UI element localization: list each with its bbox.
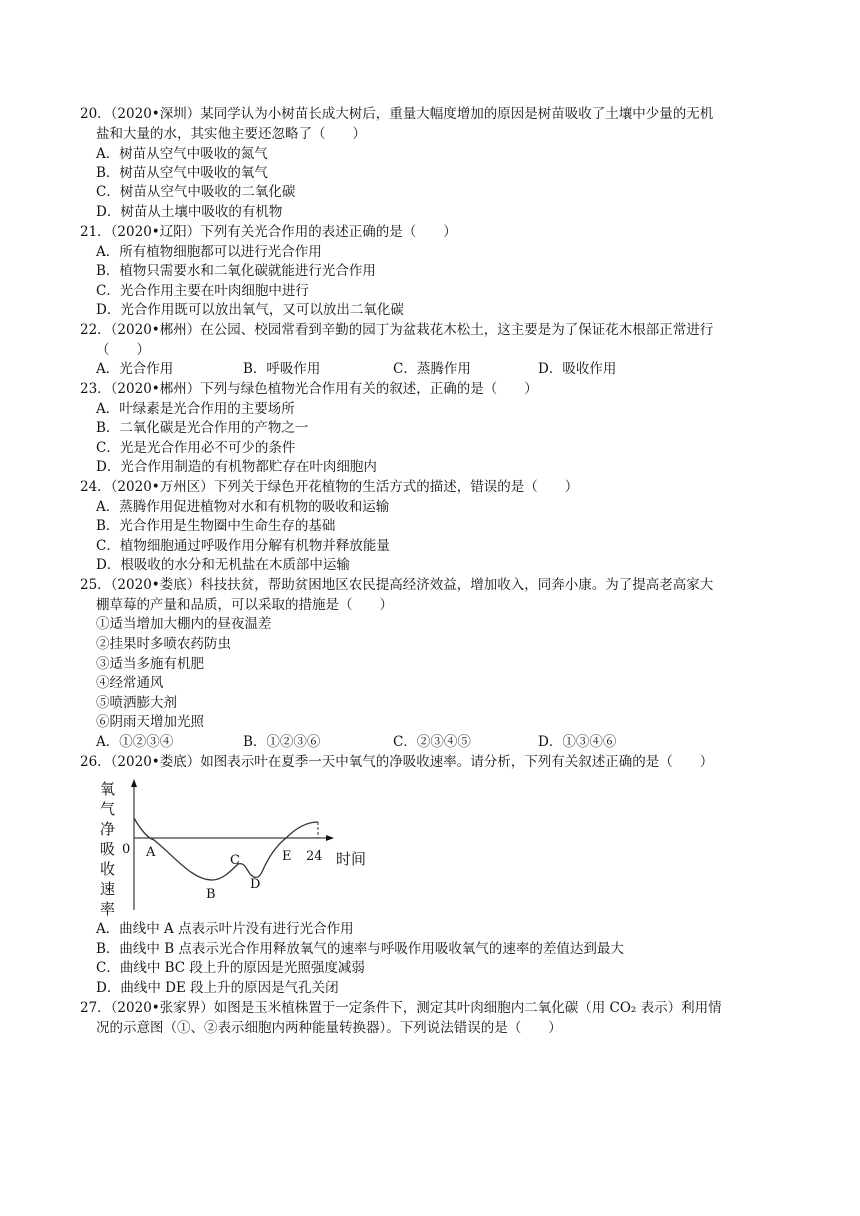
q20-option-d: D．树苗从土壤中吸收的有机物 xyxy=(96,204,283,220)
graph-point-c: C xyxy=(230,853,240,868)
graph-ylabel-char: 净 xyxy=(100,820,116,838)
q21-stem: 21．（2020•辽阳）下列有关光合作用的表述正确的是（ ） xyxy=(80,224,457,240)
q23-option-a: A．叶绿素是光合作用的主要场所 xyxy=(96,401,295,417)
q26-option-c: C．曲线中 BC 段上升的原因是光照强度减弱 xyxy=(96,960,365,976)
q23-option-c: C．光是光合作用必不可少的条件 xyxy=(96,440,296,456)
q25-option-c: C．②③④⑤ xyxy=(393,734,471,750)
graph-x-end-label: 24 xyxy=(306,849,323,864)
graph-point-d: D xyxy=(250,877,261,892)
q21-option-a: A．所有植物细胞都可以进行光合作用 xyxy=(96,244,322,260)
q27-stem-line1: 27．（2020•张家界）如图是玉米植株置于一定条件下，测定其叶肉细胞内二氧化碳（用 CO₂ 表示）利用情 xyxy=(80,1000,722,1016)
graph-ylabel-char: 速 xyxy=(100,880,116,898)
q23-option-b: B．二氧化碳是光合作用的产物之一 xyxy=(96,420,309,436)
graph-point-a: A xyxy=(146,845,156,860)
q25-option-b: B．①②③⑥ xyxy=(243,734,321,750)
q20-stem-line1: 20．（2020•深圳）某同学认为小树苗长成大树后，重量大幅度增加的原因是树苗吸收了土壤中少量的无机 xyxy=(80,106,714,122)
q20-option-a: A．树苗从空气中吸收的氮气 xyxy=(96,146,268,162)
graph-ylabel-char: 吸 xyxy=(100,840,116,858)
q22-option-d: D．吸收作用 xyxy=(538,361,617,377)
q25-item-4: ④经常通风 xyxy=(96,675,164,691)
q25-stem-line1: 25．（2020•娄底）科技扶贫，帮助贫困地区农民提高经济效益，增加收入，同奔小康。为了提高老高家大 xyxy=(80,577,714,593)
q25-item-6: ⑥阴雨天增加光照 xyxy=(96,714,204,730)
q25-item-2: ②挂果时多喷农药防虫 xyxy=(96,636,231,652)
q24-option-a: A．蒸腾作用促进植物对水和有机物的吸收和运输 xyxy=(96,499,390,515)
q26-option-a: A．曲线中 A 点表示叶片没有进行光合作用 xyxy=(96,921,354,937)
oxygen-absorption-graph xyxy=(96,776,376,916)
q20-option-b: B．树苗从空气中吸收的氧气 xyxy=(96,165,268,181)
q26-option-b: B．曲线中 B 点表示光合作用释放氧气的速率与呼吸作用吸收氧气的速率的差值达到最大 xyxy=(96,941,624,957)
graph-ylabel xyxy=(100,780,115,916)
q25-stem-line2: 棚草莓的产量和品质，可以采取的措施是（ ） xyxy=(96,597,393,613)
graph-ylabel-char: 收 xyxy=(100,860,116,878)
q24-option-c: C．植物细胞通过呼吸作用分解有机物并释放能量 xyxy=(96,538,390,554)
q22-stem-line1: 22．（2020•郴州）在公园、校园常看到辛勤的园丁为盆栽花木松土，这主要是为了保证花木根部正常进行 xyxy=(80,322,714,338)
q21-option-b: B．植物只需要水和二氧化碳就能进行光合作用 xyxy=(96,263,376,279)
q25-item-1: ①适当增加大棚内的昼夜温差 xyxy=(96,616,272,632)
graph-x-label: 时间 xyxy=(336,850,367,868)
graph-point-b: B xyxy=(206,887,216,902)
graph-ylabel-char: 氧 xyxy=(100,780,116,798)
graph-y-arrow xyxy=(131,779,137,787)
q25-option-a: A．①②③④ xyxy=(96,734,174,750)
graph-x-arrow xyxy=(326,835,334,841)
graph-origin-label: 0 xyxy=(122,842,131,857)
q22-stem-line2: （ ） xyxy=(96,342,150,358)
graph-ylabel-char: 率 xyxy=(100,900,116,916)
q26-stem: 26．（2020•娄底）如图表示叶在夏季一天中氧气的净吸收速率。请分析，下列有关叙述正确的是（ ） xyxy=(80,754,714,770)
q22-option-b: B．呼吸作用 xyxy=(243,361,321,377)
q25-option-d: D．①③④⑥ xyxy=(538,734,617,750)
graph-ylabel-char: 气 xyxy=(100,800,116,818)
q20-option-c: C．树苗从空气中吸收的二氧化碳 xyxy=(96,184,296,200)
graph-point-e: E xyxy=(282,849,292,864)
q27-stem-line2: 况的示意图（①、②表示细胞内两种能量转换器）。下列说法错误的是（ ） xyxy=(96,1020,562,1036)
q24-stem: 24．（2020•万州区）下列关于绿色开花植物的生活方式的描述，错误的是（ ） xyxy=(80,479,579,495)
q24-option-b: B．光合作用是生物圈中生命生存的基础 xyxy=(96,518,336,534)
q26-option-d: D．曲线中 DE 段上升的原因是气孔关闭 xyxy=(96,980,339,996)
q23-option-d: D．光合作用制造的有机物都贮存在叶肉细胞内 xyxy=(96,459,377,475)
q23-stem: 23．（2020•郴州）下列与绿色植物光合作用有关的叙述，正确的是（ ） xyxy=(80,381,538,397)
q24-option-d: D．根吸收的水分和无机盐在木质部中运输 xyxy=(96,557,350,573)
q22-option-c: C．蒸腾作用 xyxy=(393,361,471,377)
q20-stem-line2: 盐和大量的水，其实他主要还忽略了（ ） xyxy=(96,126,366,142)
q25-item-5: ⑤喷洒膨大剂 xyxy=(96,695,177,711)
q21-option-c: C．光合作用主要在叶肉细胞中进行 xyxy=(96,283,309,299)
q22-option-a: A．光合作用 xyxy=(96,361,174,377)
q25-item-3: ③适当多施有机肥 xyxy=(96,656,204,672)
q21-option-d: D．光合作用既可以放出氧气，又可以放出二氧化碳 xyxy=(96,302,404,318)
